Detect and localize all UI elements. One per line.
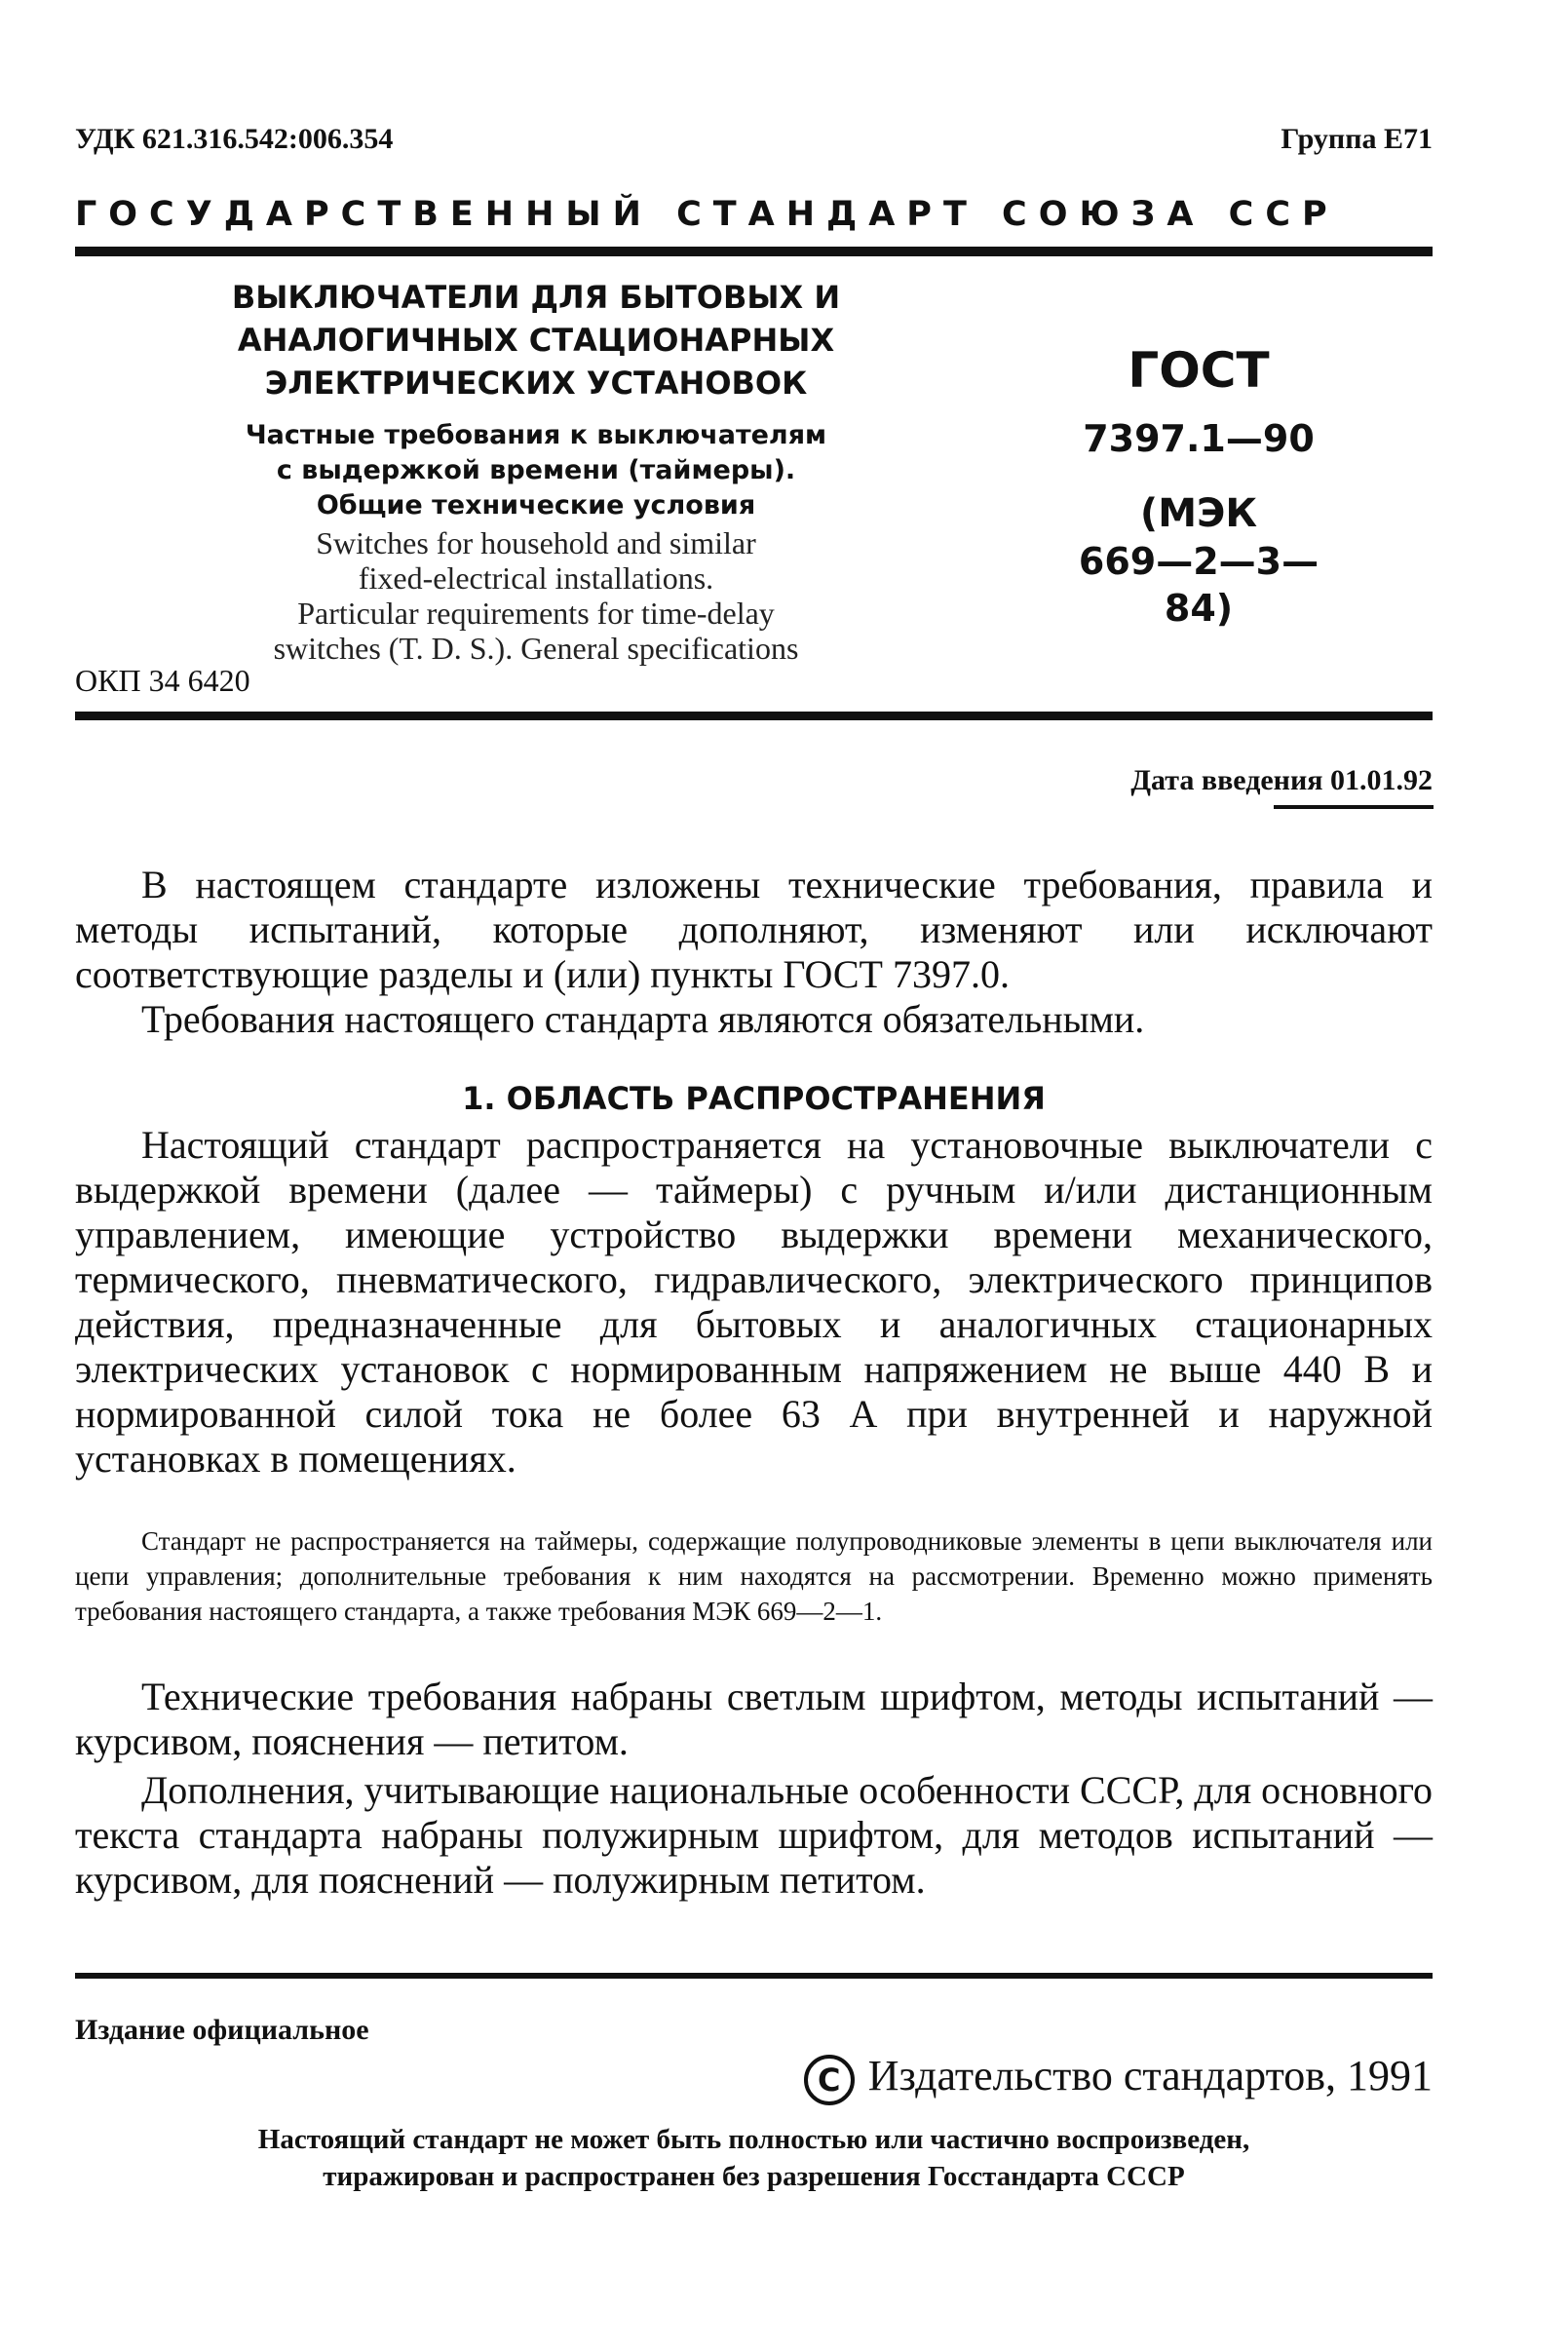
iec-label: (МЭК [1139,491,1258,536]
legal-line-1: Настоящий стандарт не может быть полностью или частично воспроизведен, [257,2124,1250,2155]
footer-rule [75,1973,1433,1979]
typography-note-1: Технические требования набраны светлым шрифтом, методы испытаний — курсивом, пояснения — петитом. [75,1675,1433,1763]
title-line-2: АНАЛОГИЧНЫХ СТАЦИОНАРНЫХ [237,322,835,359]
iec-number: 669—2—3—84) [1078,540,1319,630]
subtitle-line-3: Общие технические условия [316,490,756,520]
group-code: Группа Е71 [1281,123,1433,155]
intro-paragraph-1: В настоящем стандарте изложены технические требования, правила и методы испытаний, которые дополняют, изменяют или исключают соответствующие разделы и (или) пункты ГОСТ 7397.0. [75,863,1433,996]
subtitle-line-1: Частные требования к выключателям [245,420,827,450]
subtitle [195,418,877,523]
state-standard-heading: ГОСУДАРСТВЕННЫЙ СТАНДАРТ СОЮЗА ССР [75,195,1339,234]
date-underline [1274,805,1434,809]
typography-note-2: Дополнения, учитывающие национальные особенности СССР, для основного текста стандарта набраны полужирным шрифтом, для методов испытаний — курсивом, для пояснений — полужирным петитом. [75,1768,1433,1902]
header-bottom-rule [75,712,1433,720]
legal-line-2: тиражирован и распространен без разрешения Госстандарта СССР [323,2161,1185,2192]
date-of-introduction: Дата введения 01.01.92 [1130,764,1433,796]
subtitle-line-2: с выдержкой времени (таймеры). [276,455,796,485]
english-line-4: switches (T. D. S.). General specifications [273,631,799,666]
gost-designation [1052,341,1345,632]
udk-code: УДК 621.316.542:006.354 [75,123,394,155]
english-title [195,525,877,666]
scope-text [75,1123,1433,1482]
english-line-2: fixed-electrical installations. [358,560,714,596]
small-print-note [75,1523,1433,1629]
top-rule [75,247,1433,256]
copyright-text: Издательство стандартов, 1991 [867,2052,1433,2100]
english-line-1: Switches for household and similar [316,525,756,560]
intro-text [75,863,1433,1042]
typography-notes [75,1675,1433,1907]
title-block [195,276,877,666]
title-line-3: ЭЛЕКТРИЧЕСКИХ УСТАНОВОК [264,365,808,402]
edition-label: Издание официальное [75,2014,369,2046]
section-1-heading: 1. ОБЛАСТЬ РАСПРОСТРАНЕНИЯ [462,1080,1046,1117]
title-line-1: ВЫКЛЮЧАТЕЛИ ДЛЯ БЫТОВЫХ И [231,279,841,316]
intro-paragraph-2: Требования настоящего стандарта являются обязательными. [141,997,1145,1041]
small-print-paragraph: Стандарт не распространяется на таймеры, содержащие полупроводниковые элементы в цепи выключателя или цепи управления; дополнительные требования к ним находятся на рассмотрении. Временно можно применять требования настоящего стандарта, а также требования МЭК 669—2—1. [75,1526,1433,1626]
okp-code: ОКП 34 6420 [75,663,250,698]
legal-notice [75,2121,1433,2195]
copyright-icon: С [804,2055,855,2105]
scope-paragraph: Настоящий стандарт распространяется на установочные выключатели с выдержкой времени (далее — таймеры) с ручным и/или дистанционным управлением, имеющие устройство выдержки времени механического, термического, пневматического, гидравлического, электрического принципов действия, предназначенные для бытовых и аналогичных стационарных электрических установок с нормированным напряжением не выше 440 В и нормированной силой тока не более 63 А при внутренней и наружной установках в помещениях. [75,1123,1433,1481]
gost-label: ГОСТ [1128,342,1270,399]
copyright-line [804,2051,1433,2105]
english-line-3: Particular requirements for time-delay [297,596,775,631]
gost-number: 7397.1—90 [1083,417,1315,460]
